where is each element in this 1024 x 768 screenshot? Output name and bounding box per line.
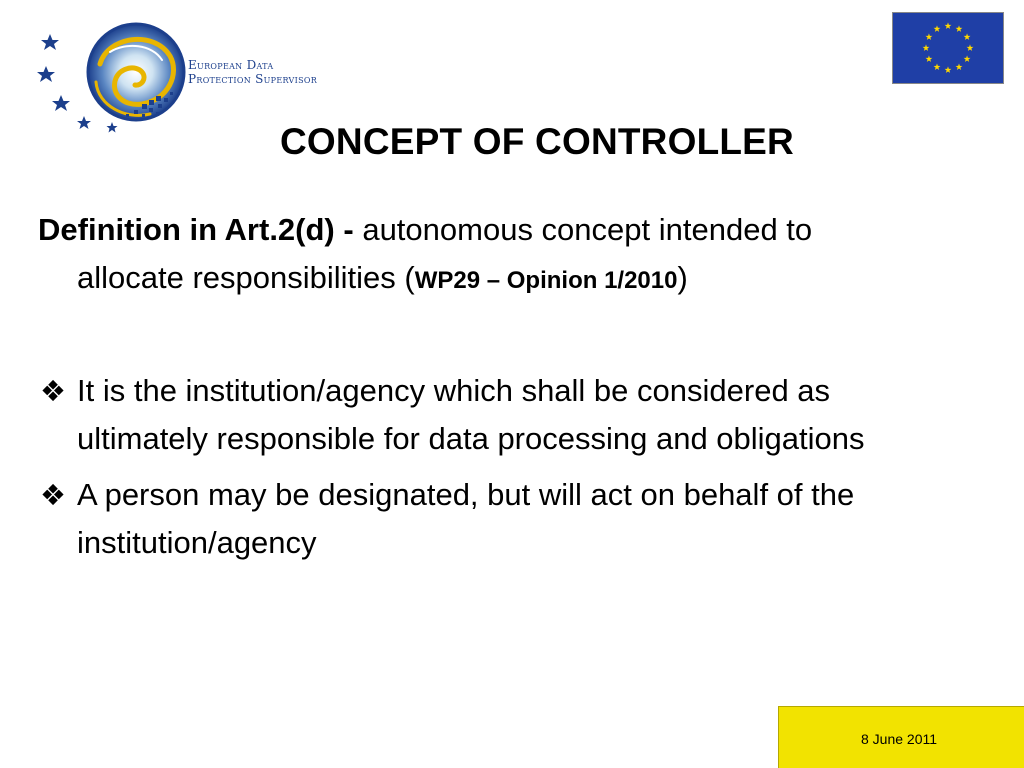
slide-title: CONCEPT OF CONTROLLER xyxy=(280,121,794,162)
date-box xyxy=(778,706,1024,768)
diamond-bullet-icon: ❖ xyxy=(40,374,66,408)
slide-body xyxy=(38,206,898,575)
edps-wordmark xyxy=(188,58,317,86)
edps-name-line1: European Data xyxy=(188,58,274,72)
bullet-text-2: A person may be designated, but will act on behalf of the institution/agency xyxy=(77,477,855,560)
eu-flag-icon xyxy=(893,13,1003,83)
bullet-item-1 xyxy=(38,367,898,463)
edps-name-line2: Protection Supervisor xyxy=(188,72,318,86)
definition-close: ) xyxy=(677,260,688,295)
bullet-text-1: It is the institution/agency which shall be considered as ultimately responsible for data processing and obligations xyxy=(77,373,865,456)
definition-paragraph xyxy=(38,206,898,305)
definition-reference: WP29 – Opinion 1/2010 xyxy=(414,267,678,294)
slide-date: 8 June 2011 xyxy=(860,731,938,747)
diamond-bullet-icon: ❖ xyxy=(40,478,66,512)
definition-text: autonomous concept intended to allocate responsibilities ( xyxy=(77,212,813,295)
definition-label: Definition in Art.2(d) - xyxy=(38,212,354,247)
bullet-item-2 xyxy=(38,471,898,567)
